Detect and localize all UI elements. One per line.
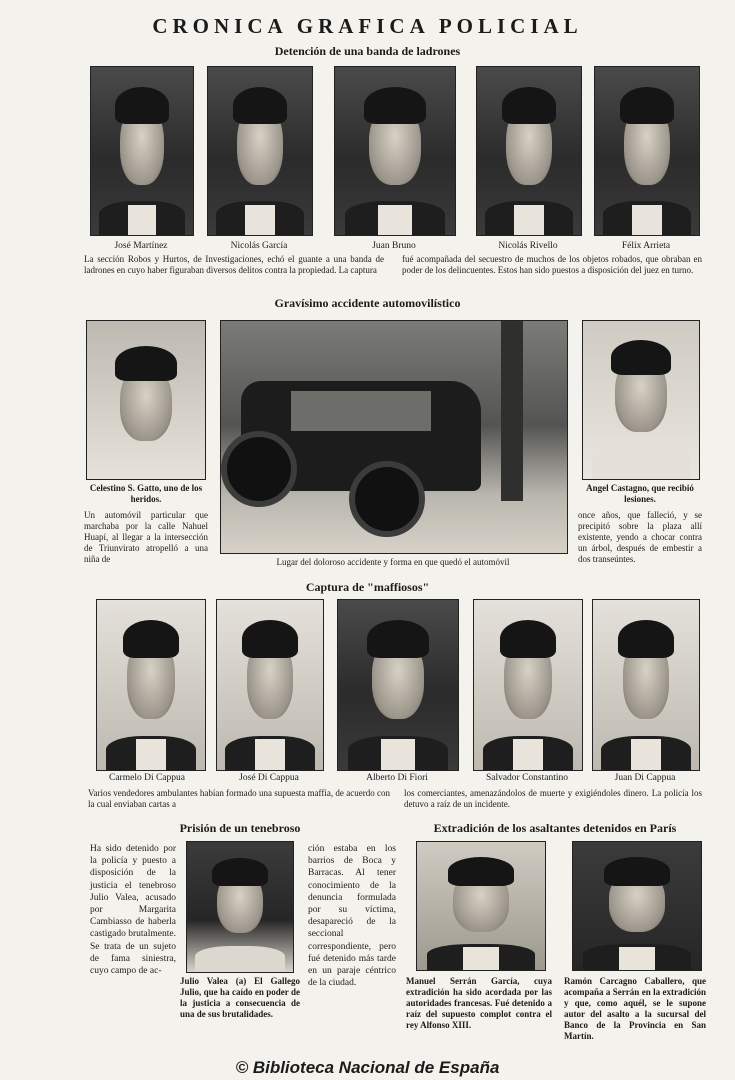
photo-salvador-constantino: [473, 599, 583, 771]
copyright-footer: © Biblioteca Nacional de España: [235, 1058, 500, 1077]
article-text: once años, que falleció, y se precipitó sobre la plaza allí existente, yendo a chocar contra un árbol, después de embestir a dos transeúntes.: [578, 510, 702, 564]
name-label: Salvador Constantino: [485, 773, 569, 783]
name-label: Nicolás Rivello: [498, 241, 558, 251]
photo-juan-bruno: [334, 66, 456, 236]
name-label: Alberto Di Fiori: [366, 773, 428, 783]
page-title: CRONICA GRAFICA POLICIAL: [152, 14, 583, 38]
caption-manuel-serran: Manuel Serrán García, cuya extradición ha sido acordada por las autoridades francesas. Fué detenido a raíz del supuesto complot contra el rey Alfonso XIII.: [406, 976, 552, 1030]
heading-prision: Prisión de un tenebroso: [179, 821, 301, 835]
photo-nicolas-rivello: [476, 66, 582, 236]
heading-accident: Gravísimo accidente automovilístico: [274, 296, 461, 310]
photo-crashed-car: [220, 320, 568, 554]
photo-celestino-gatto: [86, 320, 206, 480]
article-text: fué acompañada del secuestro de muchos de los objetos robados, que obraban en poder de los delincuentes. Estos han sido puestos a disposición del juez en turno.: [402, 254, 702, 275]
name-label: Carmelo Di Cappua: [109, 773, 185, 783]
photo-julio-valea: [186, 841, 294, 973]
name-label: Juan Bruno: [372, 241, 416, 251]
photo-ramon-carcagno: [572, 841, 702, 971]
name-label: Nicolás García: [230, 241, 288, 251]
photo-jose-di-cappua: [216, 599, 324, 771]
caption-ramon-carcagno: Ramón Carcagno Caballero, que acompaña a Serrán en la extradición y que, como aquél, se le supone autor del asalto a la sucursal del Banco de la Provincia en San Martín.: [564, 976, 706, 1041]
photo-jose-martinez: [90, 66, 194, 236]
name-label: Juan Di Cappua: [614, 773, 676, 783]
photo-manuel-serran: [416, 841, 546, 971]
photo-juan-di-cappua: [592, 599, 700, 771]
caption-celestino: Celestino S. Gatto, uno de los heridos.: [89, 483, 203, 504]
heading-extradicion: Extradición de los asaltantes detenidos en París: [433, 821, 677, 835]
heading-detention: Detención de una banda de ladrones: [274, 44, 461, 58]
photo-felix-arrieta: [594, 66, 700, 236]
heading-maffiosos: Captura de "maffiosos": [305, 580, 430, 594]
photo-nicolas-garcia: [207, 66, 313, 236]
name-label: José Martínez: [114, 241, 168, 251]
name-label: Félix Arrieta: [621, 241, 671, 251]
article-text: ción estaba en los barrios de Boca y Barracas. Al tener conocimiento de la denuncia formulada por su víctima, desapareció de la seccional correspondiente, pero fué detenido más tarde en un paraje céntrico de la ciudad.: [308, 844, 396, 989]
photo-angel-castagno: [582, 320, 700, 480]
article-text: Ha sido detenido por la policía y puesto a disposición de la justicia el tenebroso Julio Valea, acusado por Margarita Cambiasso de haberla castigado brutalmente. Se trata de un sujeto de fama siniestra, cuyo campo de ac-: [90, 844, 176, 977]
caption-julio-valea: Julio Valea (a) El Gallego Julio, que ha caído en poder de la justicia a consecuencia de una de sus brutalidades.: [180, 976, 300, 1019]
article-text: La sección Robos y Hurtos, de Investigaciones, echó el guante a una banda de ladrones en cuyo haber figuraban diversos delitos contra la propiedad. La captura: [84, 254, 384, 275]
caption-accident-scene: Lugar del doloroso accidente y forma en que quedó el automóvil: [276, 557, 510, 567]
name-label: José Di Cappua: [239, 773, 299, 783]
article-text: Un automóvil particular que marchaba por la calle Nahuel Huapí, al llegar a la intersección de Triunvirato atropelló a una niña de: [84, 510, 208, 564]
article-text: Varios vendedores ambulantes habían formado una supuesta maffia, de acuerdo con la cual enviaban cartas a: [88, 788, 390, 809]
photo-alberto-di-fiori: [337, 599, 459, 771]
photo-carmelo-di-cappua: [96, 599, 206, 771]
caption-angel: Angel Castagno, que recibió lesiones.: [586, 483, 694, 504]
article-text: los comerciantes, amenazándolos de muerte y exigiéndoles dinero. La policía los detuvo a raíz de un incidente.: [404, 788, 702, 809]
